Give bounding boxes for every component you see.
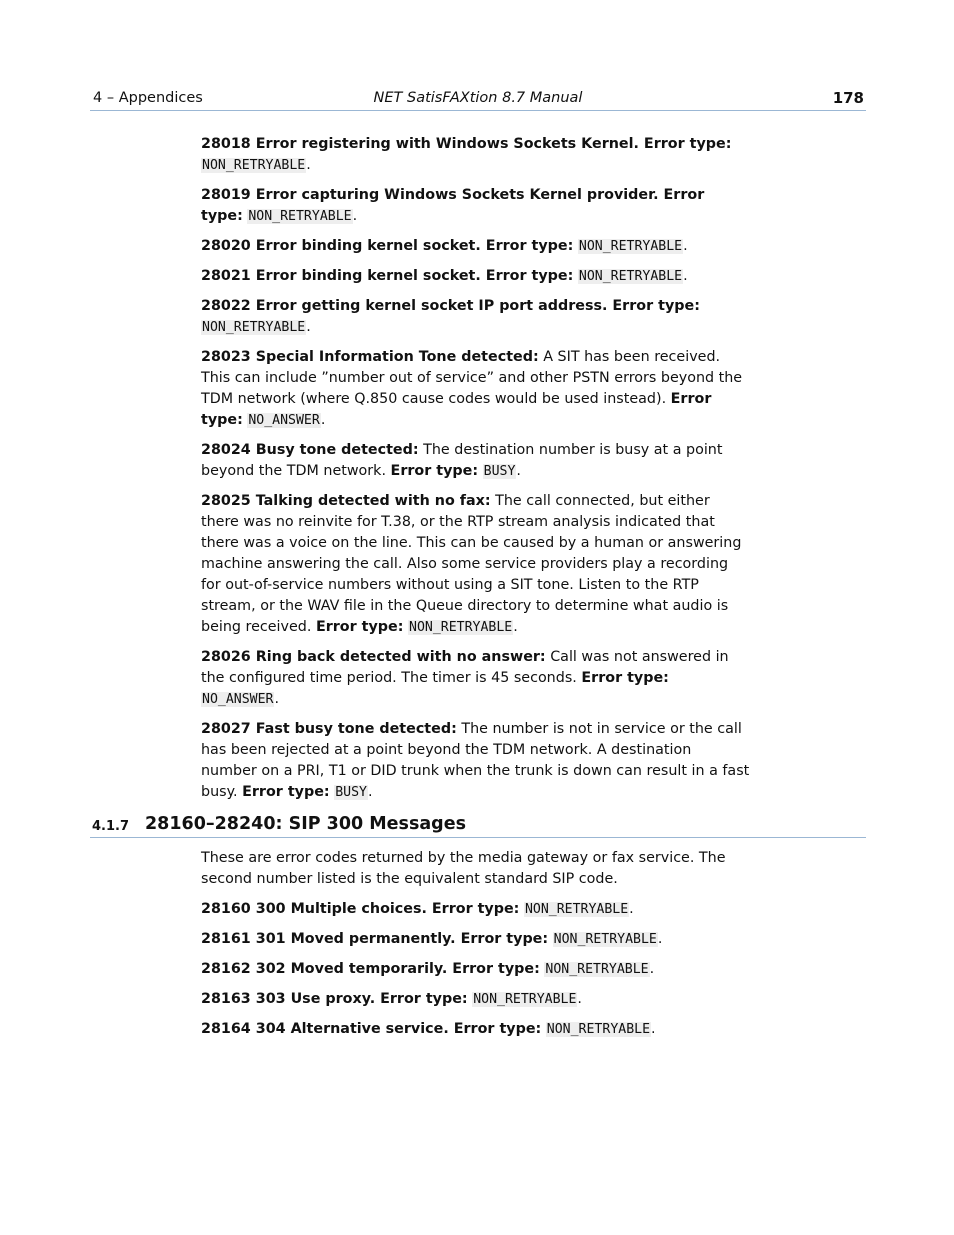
error-entry-28164: 28164 304 Alternative service. Error type: NON_RETRYABLE. [201, 1021, 656, 1037]
error-description: The number is not in service or the call has been rejected at a point beyond the TDM network. A destination number on a PRI, T1 or DID trunk when the trunk is down can result in a fast busy. [201, 721, 750, 800]
error-type-value: NO_ANSWER [248, 413, 320, 428]
error-code: 28160 [201, 901, 251, 917]
error-title: Ring back detected with no answer: [255, 649, 546, 665]
error-code: 28162 [201, 961, 251, 977]
error-title: 304 Alternative service. Error type: [255, 1021, 542, 1037]
error-title: 302 Moved temporarily. Error type: [255, 961, 540, 977]
error-code: 28025 [201, 493, 251, 509]
page-number: 178 [832, 89, 864, 107]
error-type-label: Error type: [242, 784, 330, 800]
error-code: 28022 [201, 298, 251, 314]
error-code: 28164 [201, 1021, 251, 1037]
error-description: Call was not answered in the configured time period. The timer is 45 seconds. [201, 649, 729, 686]
error-type-value: NON_RETRYABLE [202, 158, 306, 173]
error-description: The call connected, but either there was no reinvite for T.38, or the RTP stream analysis indicated that there was a voice on the line. This can be caused by a human or answering machine answering the call. Also some service providers play a recording for out-of-service numbers without using a SIT tone. Listen to the RTP stream, or the WAV file in the Queue directory to determine what audio is being received. [201, 493, 742, 635]
error-entry-28025: 28025 Talking detected with no fax: The call connected, but either there was no reinvite for T.38, or the RTP stream analysis indicated that there was a voice on the line. This can be caused by a human or answering machine answering the call. Also some service providers play a recording for out-of-service numbers without using a SIT tone. Listen to the RTP stream, or the WAV file in the Queue directory to determine what audio is being received. Error type: NON_RETRYABLE. [201, 493, 742, 635]
error-title: 300 Multiple choices. Error type: [255, 901, 520, 917]
error-type-value: NON_RETRYABLE [409, 620, 513, 635]
error-type-value: NON_RETRYABLE [524, 902, 629, 917]
error-title: Error binding kernel socket. Error type: [255, 268, 574, 284]
error-title: Error registering with Windows Sockets Kernel. Error type: [255, 136, 732, 152]
error-title: Error binding kernel socket. Error type: [255, 238, 574, 254]
error-title: Special Information Tone detected: [255, 349, 539, 365]
error-title: Error capturing Windows Sockets Kernel provider. Error type: [201, 187, 705, 224]
error-code: 28019 [201, 187, 251, 203]
error-entry-28022: 28022 Error getting kernel socket IP port address. Error type: NON_RETRYABLE. [201, 298, 700, 335]
error-code: 28021 [201, 268, 251, 284]
sip-error-list [201, 848, 751, 1049]
error-type-value: NON_RETRYABLE [578, 269, 683, 284]
error-title: Error getting kernel socket IP port address. Error type: [255, 298, 700, 314]
error-code: 28026 [201, 649, 251, 665]
error-code: 28027 [201, 721, 251, 737]
error-type-label: Error type: [581, 670, 669, 686]
error-entry-28160: 28160 300 Multiple choices. Error type: NON_RETRYABLE. [201, 901, 634, 917]
error-code: 28163 [201, 991, 251, 1007]
error-entry-28018: 28018 Error registering with Windows Sockets Kernel. Error type: NON_RETRYABLE. [201, 136, 732, 173]
error-entry-28020: 28020 Error binding kernel socket. Error type: NON_RETRYABLE. [201, 238, 688, 254]
error-type-value: NON_RETRYABLE [546, 1022, 651, 1037]
error-type-value: NON_RETRYABLE [545, 962, 649, 977]
error-entry-28162: 28162 302 Moved temporarily. Error type: NON_RETRYABLE. [201, 961, 655, 977]
error-code-list [201, 134, 751, 812]
error-entry-28161: 28161 301 Moved permanently. Error type: NON_RETRYABLE. [201, 931, 663, 947]
error-entry-28163: 28163 303 Use proxy. Error type: NON_RETRYABLE. [201, 991, 582, 1007]
section-title: 28160–28240: SIP 300 Messages [145, 814, 466, 834]
error-type-value: NON_RETRYABLE [202, 320, 306, 335]
error-title: Fast busy tone detected: [255, 721, 457, 737]
error-type-label: Error type: [390, 463, 479, 479]
error-type-label: Error type: [315, 619, 404, 635]
error-entry-28021: 28021 Error binding kernel socket. Error type: NON_RETRYABLE. [201, 268, 688, 284]
error-type-value: BUSY [483, 464, 516, 479]
error-entry-28026: 28026 Ring back detected with no answer: Call was not answered in the configured time period. The timer is 45 seconds. Error type: NO_ANSWER. [201, 649, 729, 707]
error-code: 28024 [201, 442, 251, 458]
section-heading [90, 813, 866, 838]
error-type-label: Error type: [201, 391, 712, 428]
error-description: A SIT has been received. This can include ”number out of service” and other PSTN errors beyond the TDM network (where Q.850 cause codes would be used instead). [201, 349, 743, 407]
error-title: Talking detected with no fax: [255, 493, 491, 509]
error-code: 28018 [201, 136, 251, 152]
error-type-value: BUSY [335, 785, 367, 800]
header-manual-title: NET SatisFAXtion 8.7 Manual [373, 90, 583, 106]
error-code: 28161 [201, 931, 251, 947]
section-intro: These are error codes returned by the media gateway or fax service. The second number listed is the equivalent standard SIP code. [201, 850, 726, 887]
page-header [90, 88, 866, 111]
error-type-value: NON_RETRYABLE [553, 932, 657, 947]
error-code: 28023 [201, 349, 251, 365]
error-type-value: NON_RETRYABLE [248, 209, 352, 224]
error-entry-28023: 28023 Special Information Tone detected: A SIT has been received. This can include ”number out of service” and other PSTN errors beyond the TDM network (where Q.850 cause codes would be used instead). Error type: NO_ANSWER. [201, 349, 743, 428]
error-entry-28019: 28019 Error capturing Windows Sockets Kernel provider. Error type: NON_RETRYABLE. [201, 187, 705, 224]
error-entry-28024: 28024 Busy tone detected: The destination number is busy at a point beyond the TDM network. Error type: BUSY. [201, 442, 723, 479]
error-type-value: NO_ANSWER [202, 692, 274, 707]
error-title: 301 Moved permanently. Error type: [255, 931, 549, 947]
header-chapter: 4 – Appendices [93, 90, 203, 106]
error-type-value: NON_RETRYABLE [473, 992, 577, 1007]
error-code: 28020 [201, 238, 251, 254]
error-title: 303 Use proxy. Error type: [255, 991, 468, 1007]
error-description: The destination number is busy at a point beyond the TDM network. [201, 442, 723, 479]
error-entry-28027: 28027 Fast busy tone detected: The number is not in service or the call has been rejected at a point beyond the TDM network. A destination number on a PRI, T1 or DID trunk when the trunk is down can result in a fast busy. Error type: BUSY. [201, 721, 750, 800]
error-type-value: NON_RETRYABLE [578, 239, 683, 254]
error-title: Busy tone detected: [255, 442, 419, 458]
section-number: 4.1.7 [92, 819, 130, 834]
